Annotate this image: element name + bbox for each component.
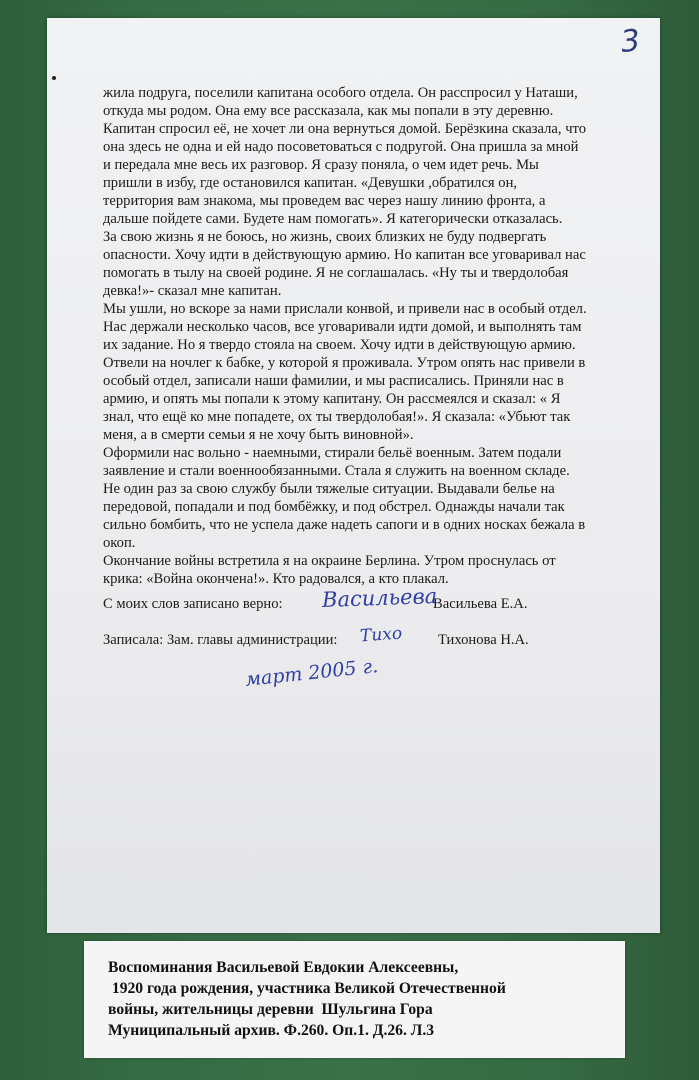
attestation-label: С моих слов записано верно: <box>103 596 283 612</box>
text-line: окоп. <box>103 535 136 551</box>
attestation-name: Васильева Е.А. <box>433 596 528 612</box>
page-number: 3 <box>619 23 642 60</box>
text-line: Нас держали несколько часов, все уговаривали идти домой, и выполнять там <box>103 319 582 335</box>
text-line: заявление и стали военнообязанными. Стала я служить на военном складе. <box>103 463 570 479</box>
caption-line: войны, жительницы деревни Шульгина Гора <box>108 1001 433 1018</box>
text-line: Окончание войны встретила я на окраине Берлина. Утром проснулась от <box>103 553 556 569</box>
text-line: крика: «Война окончена!». Кто радовался, а кто плакал. <box>103 571 449 587</box>
text-line: девка!»- сказал мне капитан. <box>103 283 282 299</box>
text-line: Не один раз за свою службу были тяжелые ситуации. Выдавали белье на <box>103 481 555 497</box>
recorder-label: Записала: Зам. главы администрации: <box>103 632 338 648</box>
caption-line: 1920 года рождения, участника Великой Отечественной <box>108 980 506 997</box>
text-line: опасности. Хочу идти в действующую армию. Но капитан все уговаривал нас <box>103 247 586 263</box>
recorder-name: Тихонова Н.А. <box>438 632 529 648</box>
caption-text <box>108 957 506 1041</box>
text-line: меня, а в смерти семьи я не хочу быть виновной». <box>103 427 414 443</box>
recorder-signature: Тихо <box>359 623 403 647</box>
text-line: сильно бомбить, что не успела даже надеть сапоги и в одних носках бежала в <box>103 517 586 533</box>
caption-line: Муниципальный архив. Ф.260. Оп.1. Д.26. Л.3 <box>108 1022 435 1039</box>
text-line: передовой, попадали и под бомбёжку, и под обстрел. Однажды начали так <box>103 499 565 515</box>
text-line: За свою жизнь я не боюсь, но жизнь, своих близких не буду подвергать <box>103 229 547 245</box>
text-line: и передала мне весь их разговор. Я сразу поняла, о чем идет речь. Мы <box>103 157 539 173</box>
text-line: Мы ушли, но вскоре за нами прислали конвой, и привели нас в особый отдел. <box>103 301 587 317</box>
handwritten-date: март 2005 г. <box>244 655 380 691</box>
attestation-signature: Васильева <box>321 583 438 613</box>
text-line: армию, и опять мы попали к этому капитану. Он рассмеялся и сказал: « Я <box>103 391 561 407</box>
text-line: откуда мы родом. Она ему все рассказала, как мы попали в эту деревню. <box>103 103 554 119</box>
archive-caption-label <box>84 941 625 1058</box>
text-line: дальше пойдете сами. Будете нам помогать». Я категорически отказалась. <box>103 211 563 227</box>
text-line: она здесь не одна и ей надо посоветоваться с подругой. Она пришла за мной <box>103 139 579 155</box>
text-line: Оформили нас вольно - наемными, стирали бельё военным. Затем подали <box>103 445 562 461</box>
text-line: их задание. Но я твердо стояла на своем. Хочу идти в действующую армию. <box>103 337 576 353</box>
text-line: пришли в избу, где остановился капитан. «Девушки ,обратился он, <box>103 175 518 191</box>
text-line: жила подруга, поселили капитана особого отдела. Он расспросил у Наташи, <box>103 85 578 101</box>
memoir-text <box>103 84 643 588</box>
text-line: особый отдел, записали наши фамилии, и мы расписались. Приняли нас в <box>103 373 564 389</box>
pin-hole <box>52 76 56 80</box>
text-line: помогать в тылу на своей родине. Я не соглашалась. «Ну ты и твердолобая <box>103 265 569 281</box>
text-line: территория вам знакома, мы проведем вас через нашу линию фронта, а <box>103 193 546 209</box>
text-line: Капитан спросил её, не хочет ли она вернуться домой. Берёзкина сказала, что <box>103 121 587 137</box>
caption-line: Воспоминания Васильевой Евдокии Алексеевны, <box>108 959 459 976</box>
text-line: Отвели на ночлег к бабке, у которой я проживала. Утром опять нас привели в <box>103 355 586 371</box>
text-line: знал, что ещё ко мне попадете, ох ты твердолобая!». Я сказала: «Убьют так <box>103 409 571 425</box>
document-page <box>47 18 660 933</box>
